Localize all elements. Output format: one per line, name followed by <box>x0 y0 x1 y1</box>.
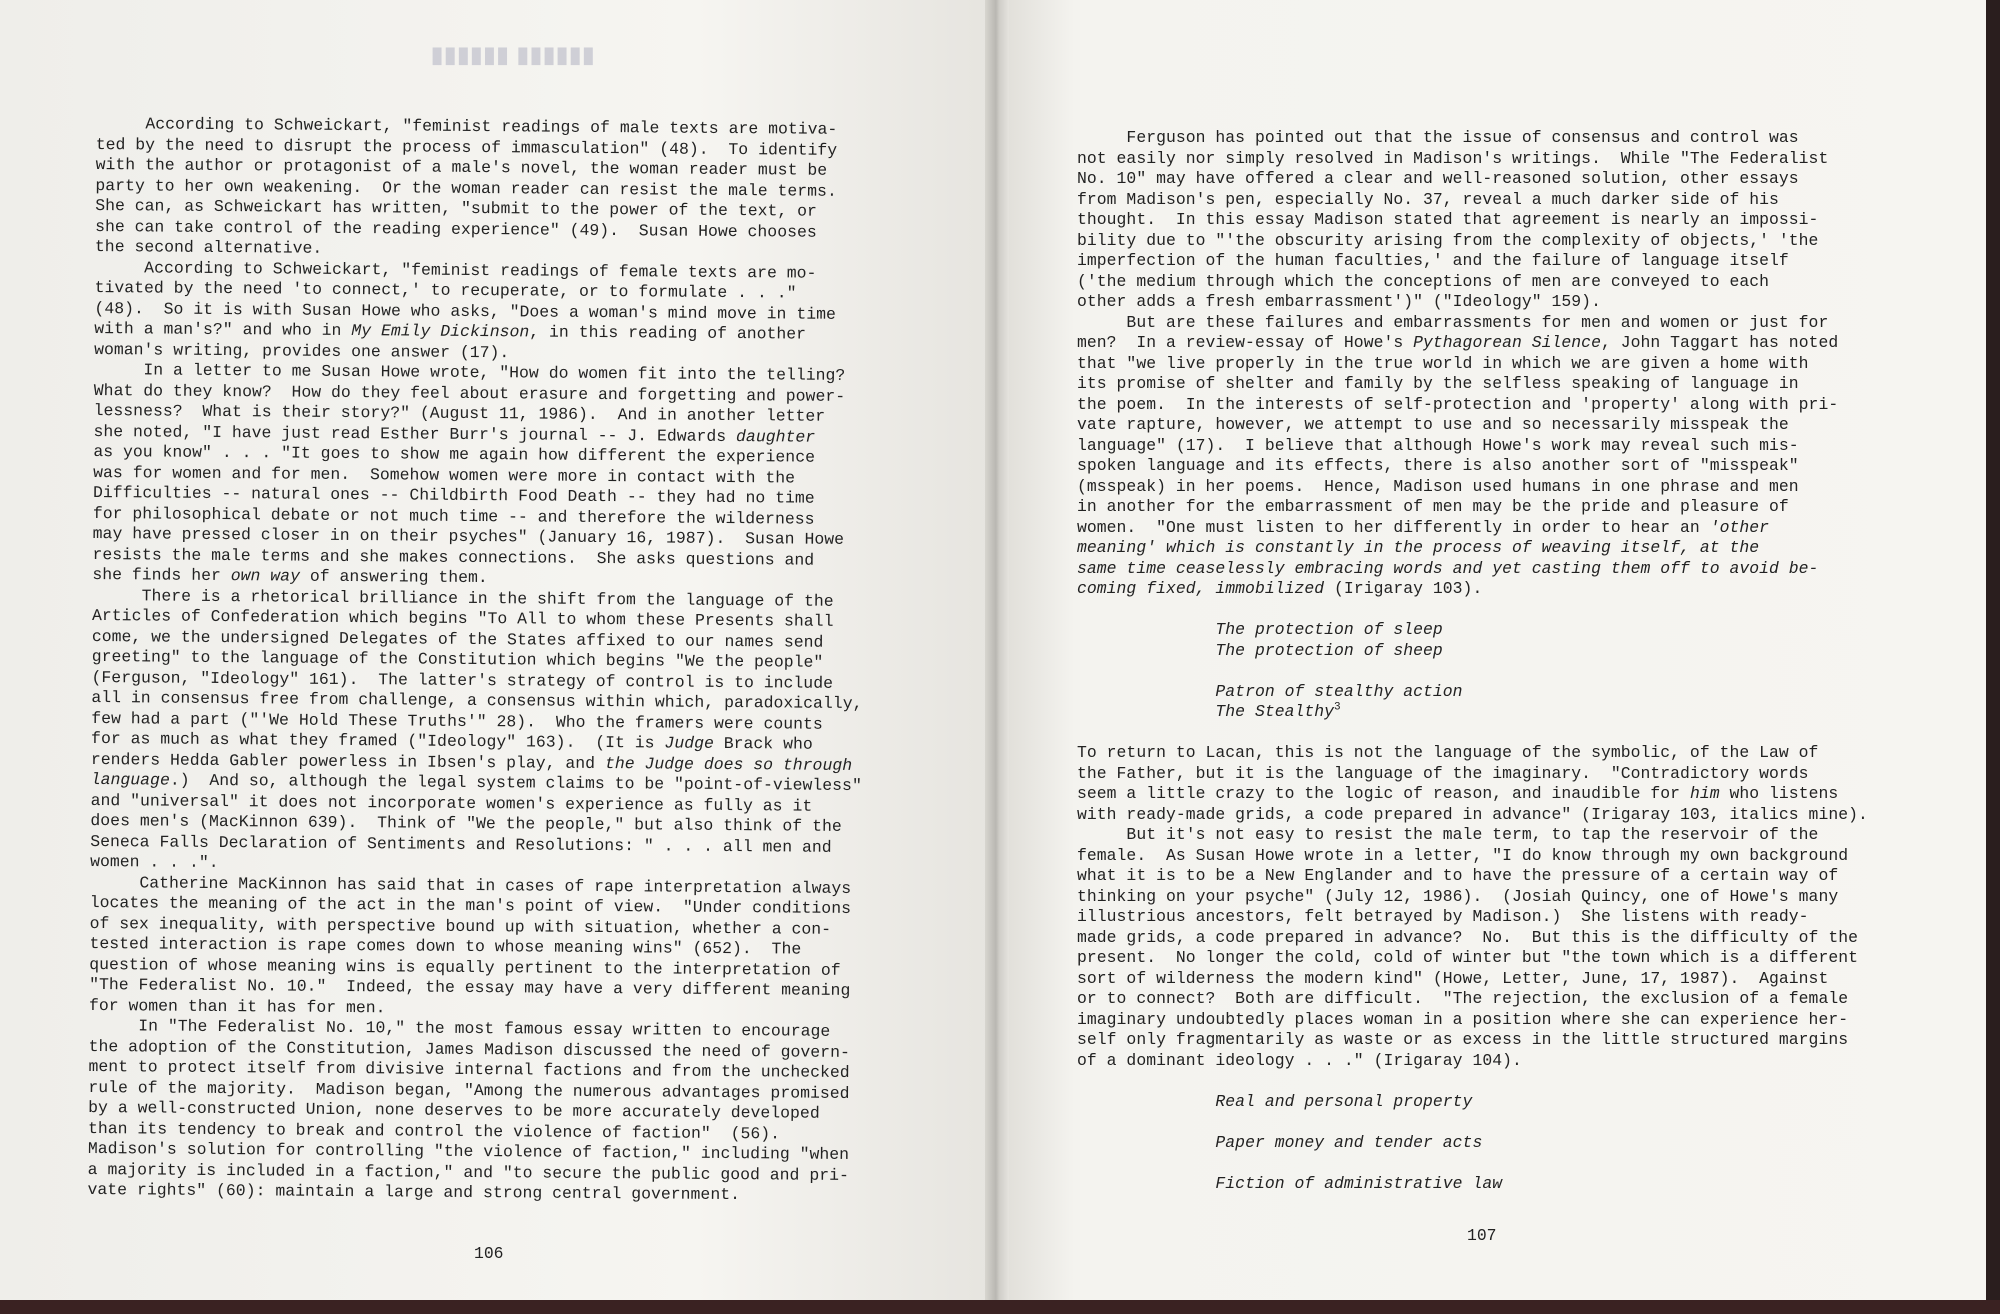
text-segment: thought. In this essay Madison stated that agreement is nearly an impossi- <box>1077 210 1819 229</box>
text-line <box>1077 559 1868 580</box>
text-line <box>1077 477 1868 498</box>
text-segment: with ready-made grids, a code prepared in advance" (Irigaray 103, italics mine). <box>1077 804 1868 824</box>
text-line <box>1077 907 1868 928</box>
text-segment <box>1077 1174 1215 1193</box>
text-line <box>1077 702 1868 723</box>
text-segment: According to Schweickart, "feminist readings of male texts are motiva- <box>95 114 838 139</box>
italic-text: The Stealthy <box>1215 702 1335 721</box>
blank-line <box>1077 723 1868 744</box>
text-segment: To return to Lacan, this is not the language of the symbolic, of the Law of <box>1077 743 1819 762</box>
text-line <box>1077 764 1868 785</box>
text-segment: female. As Susan Howe wrote in a letter, "I do know through my own background <box>1077 845 1849 865</box>
text-segment: spoken language and its effects, there is also another sort of "misspeak" <box>1077 456 1799 475</box>
text-segment: Brack who <box>713 733 813 754</box>
italic-text: coming fixed, immobilized <box>1077 579 1325 598</box>
text-line <box>1077 1174 1868 1195</box>
text-segment: vate rapture, however, we attempt to use and so necessarily misspeak the <box>1077 415 1789 434</box>
text-segment: woman's writing, provides one answer (17). <box>94 339 510 362</box>
text-segment: Seneca Falls Declaration of Sentiments and Resolutions: " . . . all men and <box>90 831 832 857</box>
text-segment: or to connect? Both are difficult. "The rejection, the exclusion of a female <box>1077 989 1849 1008</box>
text-line <box>1077 518 1868 539</box>
text-segment: imperfection of the human faculties,' and the failure of language itself <box>1077 251 1789 270</box>
text-segment: self only fragmentarily as waste or as excess in the little structured margins <box>1077 1030 1849 1049</box>
text-segment: Articles of Confederation which begins "To All to whom these Presents shall <box>91 605 834 631</box>
text-line <box>1077 415 1868 436</box>
text-line <box>1077 272 1868 293</box>
text-segment: Difficulties -- natural ones -- Childbirth Food Death -- they had no time <box>92 482 815 508</box>
italic-text: The protection of sleep <box>1215 620 1443 639</box>
text-segment: .) And so, although the legal system claims to be "point-of-viewless" <box>169 770 862 796</box>
text-segment: the second alternative. <box>94 236 323 258</box>
text-line <box>1077 743 1868 764</box>
text-line <box>1077 846 1868 867</box>
text-line <box>1077 1010 1868 1031</box>
text-segment: tivated by the need 'to connect,' to recuperate, or to formulate . . ." <box>94 277 797 303</box>
text-segment: ted by the need to disrupt the process of immasculation" (48). To identify <box>95 134 838 160</box>
text-segment: may have pressed closer in on their psyches" (January 16, 1987). Susan Howe <box>92 523 845 549</box>
italic-text: him <box>1689 784 1720 803</box>
text-line <box>1077 887 1868 908</box>
page-number-right: 107 <box>1467 1226 1497 1245</box>
scan-background <box>0 1300 2000 1314</box>
italic-text: 'other <box>1709 517 1770 537</box>
text-segment: Ferguson has pointed out that the issue of consensus and control was <box>1077 128 1799 147</box>
text-segment: the poem. In the interests of self-protection and 'property' along with pri- <box>1077 394 1839 414</box>
right-page <box>995 0 1988 1300</box>
text-segment: vate rights" (60): maintain a large and strong central government. <box>87 1179 741 1205</box>
text-line <box>1077 989 1868 1010</box>
text-line <box>1077 866 1868 887</box>
text-segment: with a man's?" and who in <box>94 318 352 341</box>
text-segment: illustrious ancestors, felt betrayed by Madison.) She listens with ready- <box>1077 907 1809 926</box>
text-segment: not easily nor simply resolved in Madison's writings. While "The Federalist <box>1077 148 1829 168</box>
text-segment: for philosophical debate or not much time -- and therefore the wilderness <box>92 503 815 529</box>
text-segment: (48). So it is with Susan Howe who asks, "Does a woman's mind move in time <box>94 298 836 324</box>
text-segment: But it's not easy to resist the male term, to tap the reservoir of the <box>1077 825 1819 844</box>
text-segment: of sex inequality, with perspective bound up with situation, whether a con- <box>89 913 832 939</box>
text-segment: But are these failures and embarrassments for men and women or just for <box>1077 312 1829 332</box>
text-segment: tested interaction is rape comes down to whose meaning wins" (652). The <box>89 933 802 959</box>
right-page-body <box>1077 128 1868 1194</box>
text-segment: for women than it has for men. <box>88 995 386 1017</box>
text-line <box>1077 456 1868 477</box>
text-segment: (Irigaray 103). <box>1324 579 1483 598</box>
page-edge <box>1986 0 2000 1314</box>
text-segment <box>1077 1092 1215 1111</box>
text-segment: There is a rhetorical brilliance in the shift from the language of the <box>92 585 834 611</box>
text-segment: as you know" . . . "It goes to show me again how different the experience <box>93 441 816 467</box>
text-line <box>1077 928 1868 949</box>
text-segment: women . . .". <box>90 851 219 872</box>
text-line <box>1077 620 1868 641</box>
text-line <box>1077 1030 1868 1051</box>
left-page-body <box>87 114 867 1207</box>
text-segment: According to Schweickart, "feminist readings of female texts are mo- <box>94 257 817 283</box>
text-segment <box>1077 641 1215 660</box>
text-segment: bility due to "'the obscurity arising from the complexity of objects,' 'the <box>1077 230 1819 250</box>
italic-text: same time ceaselessly embracing words and yet casting them off to avoid be- <box>1077 558 1819 578</box>
text-line <box>1077 682 1868 703</box>
text-segment: lessness? What is their story?" (August 11, 1986). And in another letter <box>93 400 826 426</box>
text-segment: of a dominant ideology . . ." (Irigaray 104). <box>1077 1050 1522 1070</box>
text-segment: sort of wilderness the modern kind" (Howe, Letter, June, 17, 1987). Against <box>1077 968 1829 988</box>
italic-text: My Emily Dickinson <box>351 321 530 342</box>
italic-text: The protection of sheep <box>1215 640 1443 660</box>
text-segment: from Madison's pen, especially No. 37, reveal a much darker side of his <box>1077 189 1779 209</box>
italic-text: Fiction of administrative law <box>1215 1173 1503 1193</box>
text-segment: What do they know? How do they feel about erasure and forgetting and power- <box>93 380 846 406</box>
text-segment <box>1077 702 1215 721</box>
text-line <box>1077 354 1868 375</box>
text-line <box>1077 333 1868 354</box>
text-segment: In a letter to me Susan Howe wrote, "How do women fit into the telling? <box>93 359 846 385</box>
book-gutter <box>985 0 1009 1300</box>
italic-text: Pythagorean Silence <box>1413 333 1601 352</box>
italic-text: Paper money and tender acts <box>1215 1132 1483 1152</box>
text-segment: thinking on your psyche" (July 12, 1986). (Josiah Quincy, one of Howe's many <box>1077 886 1839 906</box>
text-segment: language" (17). I believe that although Howe's work may reveal such mis- <box>1077 435 1799 455</box>
text-segment: she finds her <box>92 564 231 586</box>
text-segment: , John Taggart has noted <box>1600 333 1839 352</box>
text-segment: she can take control of the reading experience" (49). Susan Howe chooses <box>95 216 817 242</box>
text-line <box>1077 395 1868 416</box>
italic-text: language <box>90 769 170 790</box>
blank-line <box>1077 600 1868 621</box>
text-line <box>1077 1051 1868 1072</box>
text-segment: locates the meaning of the act in the man's point of view. "Under conditions <box>89 892 852 918</box>
text-segment: imaginary undoubtedly places woman in a position where she can experience her- <box>1077 1009 1849 1029</box>
text-line <box>1077 292 1868 313</box>
text-line <box>1077 374 1868 395</box>
text-line <box>1077 436 1868 457</box>
italic-text: Real and personal property <box>1215 1091 1473 1111</box>
text-line <box>1077 128 1868 149</box>
text-line <box>1077 969 1868 990</box>
text-segment: that "we live properly in the true world in which we are given a home with <box>1077 353 1809 373</box>
text-line <box>1077 231 1868 252</box>
text-segment: men? In a review-essay of Howe's <box>1077 333 1414 352</box>
text-segment: seem a little crazy to the logic of reason, and inaudible for <box>1077 784 1690 803</box>
text-line <box>1077 149 1868 170</box>
text-line <box>1077 641 1868 662</box>
text-segment: the adoption of the Constitution, James Madison discussed the need of govern- <box>88 1036 850 1062</box>
italic-text: own way <box>230 566 301 586</box>
text-line <box>1077 579 1868 600</box>
text-segment: and "universal" it does not incorporate women's experience as fully as it <box>90 790 813 816</box>
text-segment <box>1077 682 1215 701</box>
text-line <box>1077 805 1868 826</box>
italic-text: daughter <box>736 426 816 447</box>
text-segment: does men's (MacKinnon 639). Think of "We the people," but also think of the <box>90 810 842 836</box>
bleed-through-text: ▮▮▮▮▮▮ ▮▮▮▮▮▮ <box>430 42 595 67</box>
left-page <box>0 0 995 1300</box>
text-segment <box>1077 1133 1215 1152</box>
text-segment: renders Hedda Gabler powerless in Ibsen's play, and <box>90 749 606 773</box>
text-segment: come, we the undersigned Delegates of the States affixed to our names send <box>91 626 824 652</box>
text-line <box>1077 948 1868 969</box>
text-segment: ('the medium through which the conceptions of men are conveyed to each <box>1077 271 1770 291</box>
text-line <box>1077 190 1868 211</box>
text-segment <box>1077 620 1215 639</box>
text-line <box>1077 1133 1868 1154</box>
text-segment: a majority is included in a faction," and "to secure the public good and pri- <box>87 1159 849 1185</box>
text-segment: all in consensus free from challenge, a consensus within which, paradoxically, <box>91 687 863 714</box>
text-segment: with the author or protagonist of a male's novel, the woman reader must be <box>95 154 828 180</box>
text-segment: she noted, "I have just read Esther Burr's journal -- J. Edwards <box>93 421 737 446</box>
text-segment: Madison's solution for controlling "the violence of faction," including "when <box>87 1138 850 1164</box>
blank-line <box>1077 1112 1868 1133</box>
text-segment: resists the male terms and she makes connections. She asks questions and <box>92 544 815 570</box>
text-segment: made grids, a code prepared in advance? No. But this is the difficulty of the <box>1077 927 1858 947</box>
text-segment: party to her own weakening. Or the woman reader can resist the male terms. <box>95 175 837 201</box>
text-segment: was for women and for men. Somehow women were more in contact with the <box>93 462 796 488</box>
footnote-marker: 3 <box>1334 701 1341 714</box>
text-segment: of answering them. <box>299 566 488 588</box>
text-segment: (Ferguson, "Ideology" 161). The latter's strategy of control is to include <box>91 667 834 693</box>
text-line <box>1077 825 1868 846</box>
text-segment: Catherine MacKinnon has said that in cases of rape interpretation always <box>89 872 852 898</box>
blank-line <box>1077 1153 1868 1174</box>
italic-text: Judge <box>664 733 714 753</box>
text-line <box>1077 169 1868 190</box>
italic-text: Patron of stealthy action <box>1215 681 1463 701</box>
text-segment: for as much as what they framed ("Ideology" 163). (It is <box>91 728 665 753</box>
text-segment: women. "One must listen to her differently in order to hear an <box>1077 517 1710 537</box>
text-segment: In "The Federalist No. 10," the most famous essay written to encourage <box>88 1015 831 1041</box>
text-segment: few had a part ("'We Hold These Truths'" 28). Who the framers were counts <box>91 708 823 734</box>
text-line <box>1077 251 1868 272</box>
text-line <box>1077 497 1868 518</box>
text-line <box>1077 210 1868 231</box>
blank-line <box>1077 661 1868 682</box>
text-segment: the Father, but it is the language of the imaginary. "Contradictory words <box>1077 763 1809 783</box>
text-segment: She can, as Schweickart has written, "submit to the power of the text, or <box>95 195 818 221</box>
text-segment: present. No longer the cold, cold of winter but "the town which is a different <box>1077 948 1858 967</box>
text-segment: what it is to be a New Englander and to have the pressure of a certain way of <box>1077 866 1839 885</box>
text-line <box>1077 784 1868 805</box>
text-segment: No. 10" may have offered a clear and well-reasoned solution, other essays <box>1077 169 1799 188</box>
page-number-left: 106 <box>474 1244 504 1263</box>
text-segment: question of whose meaning wins is equally pertinent to the interpretation of <box>89 954 841 980</box>
text-segment: "The Federalist No. 10." Indeed, the essay may have a very different meaning <box>89 974 851 1000</box>
text-segment: than its tendency to break and control the violence of faction" (56). <box>87 1118 781 1143</box>
blank-line <box>1077 1071 1868 1092</box>
text-segment: other adds a fresh embarrassment')" ("Ideology" 159). <box>1077 292 1601 311</box>
text-line <box>1077 1092 1868 1113</box>
text-line <box>1077 313 1868 334</box>
text-segment: its promise of shelter and family by the selfless speaking of language in <box>1077 374 1799 393</box>
text-segment: (msspeak) in her poems. Hence, Madison used humans in one phrase and men <box>1077 476 1799 496</box>
text-segment: rule of the majority. Madison began, "Among the numerous advantages promised <box>88 1077 850 1103</box>
text-segment: in another for the embarrassment of men may be the pride and pleasure of <box>1077 497 1789 516</box>
text-segment: ment to protect itself from divisive internal factions and from the unchecked <box>88 1056 850 1082</box>
italic-text: the Judge does so through <box>604 753 853 775</box>
text-segment: greeting" to the language of the Constitution which begins "We the people" <box>91 646 824 672</box>
text-line <box>1077 538 1868 559</box>
text-segment: who listens <box>1719 784 1839 803</box>
italic-text: meaning' which is constantly in the process of weaving itself, at the <box>1077 538 1760 557</box>
text-segment: , in this reading of another <box>529 322 807 344</box>
text-segment: by a well-constructed Union, none deserves to be more accurately developed <box>88 1097 820 1123</box>
